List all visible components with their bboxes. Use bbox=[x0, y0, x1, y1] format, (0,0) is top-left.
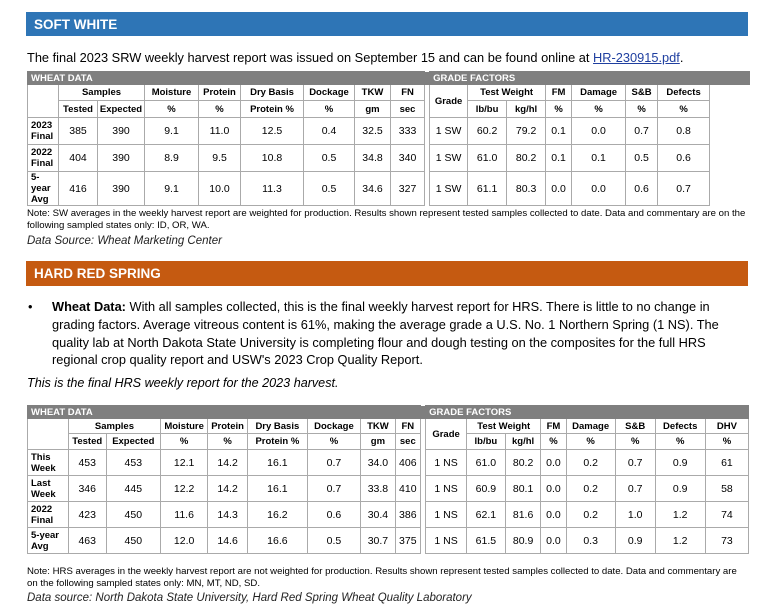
cell-protein: 14.6 bbox=[208, 528, 248, 554]
section-header-hard-red-spring bbox=[26, 261, 748, 286]
sb-header: S&B bbox=[626, 85, 658, 101]
cell-tested: 416 bbox=[59, 172, 98, 206]
expected-header: Expected bbox=[106, 434, 160, 450]
table-row bbox=[28, 528, 749, 554]
cell-defects: 0.9 bbox=[655, 450, 705, 476]
cell-lbbu: 60.9 bbox=[467, 476, 506, 502]
cell-protein: 14.3 bbox=[208, 502, 248, 528]
damage-header: Damage bbox=[572, 85, 626, 101]
sw-wheat-table bbox=[27, 71, 750, 206]
dry-basis-unit: Protein % bbox=[248, 434, 308, 450]
cell-moisture: 12.1 bbox=[161, 450, 208, 476]
cell-expected: 445 bbox=[106, 476, 160, 502]
sb-header: S&B bbox=[615, 419, 655, 434]
tested-header: Tested bbox=[68, 434, 106, 450]
cell-expected: 453 bbox=[106, 450, 160, 476]
cell-lbbu: 61.5 bbox=[467, 528, 506, 554]
cell-defects: 0.7 bbox=[658, 172, 710, 206]
sb-unit: % bbox=[626, 101, 658, 118]
cell-moisture: 12.0 bbox=[161, 528, 208, 554]
cell-expected: 450 bbox=[106, 528, 160, 554]
wheat-data-header: WHEAT DATA bbox=[28, 406, 421, 419]
cell-defects: 1.2 bbox=[655, 502, 705, 528]
cell-sb: 1.0 bbox=[615, 502, 655, 528]
row-label: 5-year Avg bbox=[28, 172, 59, 206]
cell-lbbu: 60.2 bbox=[468, 118, 507, 145]
moisture-header: Moisture bbox=[145, 85, 199, 101]
cell-dockage: 0.6 bbox=[307, 502, 360, 528]
cell-expected: 390 bbox=[98, 145, 145, 172]
cell-damage: 0.2 bbox=[566, 476, 615, 502]
bullet-icon: • bbox=[28, 299, 33, 314]
section-title: HARD RED SPRING bbox=[34, 266, 161, 281]
cell-dockage: 0.4 bbox=[304, 118, 355, 145]
cell-lbbu: 62.1 bbox=[467, 502, 506, 528]
cell-defects: 0.9 bbox=[655, 476, 705, 502]
cell-fn: 375 bbox=[395, 528, 420, 554]
test-weight-header: Test Weight bbox=[468, 85, 546, 101]
fm-header: FM bbox=[541, 419, 566, 434]
cell-fn: 386 bbox=[395, 502, 420, 528]
hrs-data-source: Data source: North Dakota State University, Hard Red Spring Wheat Quality Laboratory bbox=[27, 592, 472, 604]
tkw-unit: gm bbox=[361, 434, 396, 450]
cell-fm: 0.0 bbox=[541, 528, 566, 554]
fm-unit: % bbox=[541, 434, 566, 450]
cell-fm: 0.0 bbox=[546, 172, 572, 206]
cell-fn: 406 bbox=[395, 450, 420, 476]
hrs-bullet bbox=[28, 298, 743, 369]
cell-grade: 1 SW bbox=[430, 172, 468, 206]
cell-moisture: 8.9 bbox=[145, 145, 199, 172]
cell-defects: 1.2 bbox=[655, 528, 705, 554]
grade-header: Grade bbox=[426, 419, 467, 450]
defects-unit: % bbox=[655, 434, 705, 450]
cell-dry-basis: 16.2 bbox=[248, 502, 308, 528]
tkw-header: TKW bbox=[361, 419, 396, 434]
fm-header: FM bbox=[546, 85, 572, 101]
dockage-header: Dockage bbox=[304, 85, 355, 101]
cell-dhv: 61 bbox=[705, 450, 748, 476]
samples-header: Samples bbox=[68, 419, 160, 434]
cell-moisture: 9.1 bbox=[145, 118, 199, 145]
cell-protein: 9.5 bbox=[199, 145, 241, 172]
cell-moisture: 12.2 bbox=[161, 476, 208, 502]
cell-grade: 1 SW bbox=[430, 118, 468, 145]
table-row bbox=[28, 145, 750, 172]
cell-protein: 14.2 bbox=[208, 450, 248, 476]
cell-sb: 0.5 bbox=[626, 145, 658, 172]
cell-dry-basis: 16.6 bbox=[248, 528, 308, 554]
cell-defects: 0.8 bbox=[658, 118, 710, 145]
cell-fm: 0.0 bbox=[541, 502, 566, 528]
bullet-lead: Wheat Data: bbox=[52, 299, 126, 314]
grade-factors-header: GRADE FACTORS bbox=[426, 406, 749, 419]
cell-sb: 0.7 bbox=[626, 118, 658, 145]
cell-dockage: 0.5 bbox=[304, 145, 355, 172]
test-weight-header: Test Weight bbox=[467, 419, 541, 434]
cell-fm: 0.1 bbox=[546, 118, 572, 145]
cell-tested: 404 bbox=[59, 145, 98, 172]
grade-factors-header: GRADE FACTORS bbox=[430, 72, 750, 85]
row-label: Last Week bbox=[28, 476, 69, 502]
cell-kghl: 81.6 bbox=[505, 502, 541, 528]
lbbu-header: lb/bu bbox=[467, 434, 506, 450]
cell-protein: 14.2 bbox=[208, 476, 248, 502]
table-row bbox=[28, 502, 749, 528]
report-link[interactable]: HR-230915.pdf bbox=[593, 50, 680, 65]
cell-sb: 0.7 bbox=[615, 476, 655, 502]
damage-unit: % bbox=[566, 434, 615, 450]
cell-dockage: 0.7 bbox=[307, 450, 360, 476]
dockage-header: Dockage bbox=[307, 419, 360, 434]
cell-grade: 1 SW bbox=[430, 145, 468, 172]
cell-moisture: 11.6 bbox=[161, 502, 208, 528]
dry-basis-unit: Protein % bbox=[241, 101, 304, 118]
sw-intro-text: The final 2023 SRW weekly harvest report was issued on September 15 and can be found online at HR-230915.pdf. bbox=[27, 50, 684, 65]
cell-tkw: 30.4 bbox=[361, 502, 396, 528]
cell-grade: 1 NS bbox=[426, 450, 467, 476]
fn-header: FN bbox=[391, 85, 425, 101]
cell-kghl: 79.2 bbox=[507, 118, 546, 145]
cell-fn: 340 bbox=[391, 145, 425, 172]
cell-dry-basis: 11.3 bbox=[241, 172, 304, 206]
wheat-data-header: WHEAT DATA bbox=[28, 72, 425, 85]
kghl-header: kg/hl bbox=[505, 434, 541, 450]
row-label: 5-year Avg bbox=[28, 528, 69, 554]
table-row bbox=[28, 476, 749, 502]
row-label: 2023 Final bbox=[28, 118, 59, 145]
fm-unit: % bbox=[546, 101, 572, 118]
cell-fm: 0.1 bbox=[546, 145, 572, 172]
cell-damage: 0.1 bbox=[572, 145, 626, 172]
fn-unit: sec bbox=[395, 434, 420, 450]
fn-unit: sec bbox=[391, 101, 425, 118]
protein-header: Protein bbox=[208, 419, 248, 434]
cell-damage: 0.2 bbox=[566, 450, 615, 476]
table-row bbox=[28, 118, 750, 145]
hrs-final-line: This is the final HRS weekly report for the 2023 harvest. bbox=[27, 376, 339, 390]
cell-tkw: 34.8 bbox=[355, 145, 391, 172]
cell-dry-basis: 16.1 bbox=[248, 450, 308, 476]
section-header-soft-white bbox=[26, 12, 748, 36]
cell-dhv: 58 bbox=[705, 476, 748, 502]
cell-sb: 0.7 bbox=[615, 450, 655, 476]
grade-header: Grade bbox=[430, 85, 468, 118]
cell-protein: 10.0 bbox=[199, 172, 241, 206]
cell-dhv: 73 bbox=[705, 528, 748, 554]
cell-kghl: 80.1 bbox=[505, 476, 541, 502]
cell-fn: 410 bbox=[395, 476, 420, 502]
section-title: SOFT WHITE bbox=[34, 16, 118, 32]
dry-basis-header: Dry Basis bbox=[248, 419, 308, 434]
cell-kghl: 80.2 bbox=[505, 450, 541, 476]
kghl-header: kg/hl bbox=[507, 101, 546, 118]
tkw-header: TKW bbox=[355, 85, 391, 101]
cell-dhv: 74 bbox=[705, 502, 748, 528]
cell-tkw: 32.5 bbox=[355, 118, 391, 145]
cell-tested: 385 bbox=[59, 118, 98, 145]
cell-kghl: 80.9 bbox=[505, 528, 541, 554]
row-label: 2022 Final bbox=[28, 145, 59, 172]
row-label: 2022 Final bbox=[28, 502, 69, 528]
sw-data-source: Data Source: Wheat Marketing Center bbox=[27, 235, 222, 247]
cell-lbbu: 61.1 bbox=[468, 172, 507, 206]
protein-header: Protein bbox=[199, 85, 241, 101]
tested-header: Tested bbox=[59, 101, 98, 118]
cell-fn: 333 bbox=[391, 118, 425, 145]
cell-dockage: 0.5 bbox=[304, 172, 355, 206]
cell-grade: 1 NS bbox=[426, 476, 467, 502]
sw-note: Note: SW averages in the weekly harvest report are weighted for production. Results shown represent tested samples collected to date. Data and commentary are on the following sampled states only: ID, OR, WA. bbox=[27, 208, 746, 231]
bullet-text: With all samples collected, this is the final weekly harvest report for HRS. There is little to no change in grading factors. Average vitreous content is 61%, making the average grade a U.S. No. 1 Northern Spring (1 NS). The quality lab at North Dakota State University is completing flour and dough testing on the composites for the full HRS regional crop quality report and USW's 2023 Crop Quality Report. bbox=[52, 299, 719, 368]
cell-tkw: 34.0 bbox=[361, 450, 396, 476]
samples-header: Samples bbox=[59, 85, 145, 101]
hrs-wheat-table bbox=[27, 405, 749, 554]
dhv-unit: % bbox=[705, 434, 748, 450]
cell-fm: 0.0 bbox=[541, 476, 566, 502]
table-row bbox=[28, 172, 750, 206]
cell-expected: 450 bbox=[106, 502, 160, 528]
protein-unit: % bbox=[208, 434, 248, 450]
cell-fm: 0.0 bbox=[541, 450, 566, 476]
cell-grade: 1 NS bbox=[426, 528, 467, 554]
cell-lbbu: 61.0 bbox=[468, 145, 507, 172]
moisture-unit: % bbox=[145, 101, 199, 118]
dry-basis-header: Dry Basis bbox=[241, 85, 304, 101]
row-label: This Week bbox=[28, 450, 69, 476]
cell-kghl: 80.3 bbox=[507, 172, 546, 206]
cell-dockage: 0.5 bbox=[307, 528, 360, 554]
sb-unit: % bbox=[615, 434, 655, 450]
cell-tkw: 33.8 bbox=[361, 476, 396, 502]
cell-tkw: 30.7 bbox=[361, 528, 396, 554]
cell-kghl: 80.2 bbox=[507, 145, 546, 172]
defects-unit: % bbox=[658, 101, 710, 118]
cell-defects: 0.6 bbox=[658, 145, 710, 172]
cell-tested: 453 bbox=[68, 450, 106, 476]
protein-unit: % bbox=[199, 101, 241, 118]
cell-damage: 0.2 bbox=[566, 502, 615, 528]
lbbu-header: lb/bu bbox=[468, 101, 507, 118]
cell-sb: 0.6 bbox=[626, 172, 658, 206]
cell-tested: 423 bbox=[68, 502, 106, 528]
moisture-unit: % bbox=[161, 434, 208, 450]
table-row bbox=[28, 450, 749, 476]
cell-fn: 327 bbox=[391, 172, 425, 206]
cell-dry-basis: 10.8 bbox=[241, 145, 304, 172]
cell-expected: 390 bbox=[98, 172, 145, 206]
cell-damage: 0.0 bbox=[572, 118, 626, 145]
cell-damage: 0.3 bbox=[566, 528, 615, 554]
expected-header: Expected bbox=[98, 101, 145, 118]
damage-unit: % bbox=[572, 101, 626, 118]
cell-lbbu: 61.0 bbox=[467, 450, 506, 476]
cell-tkw: 34.6 bbox=[355, 172, 391, 206]
hrs-note: Note: HRS averages in the weekly harvest report are not weighted for production. Results shown represent tested samples collected to date. Data and commentary are on the following sampled states only: MN, MT, ND, SD. bbox=[27, 566, 737, 589]
cell-protein: 11.0 bbox=[199, 118, 241, 145]
dhv-header: DHV bbox=[705, 419, 748, 434]
cell-damage: 0.0 bbox=[572, 172, 626, 206]
cell-sb: 0.9 bbox=[615, 528, 655, 554]
fn-header: FN bbox=[395, 419, 420, 434]
damage-header: Damage bbox=[566, 419, 615, 434]
cell-grade: 1 NS bbox=[426, 502, 467, 528]
moisture-header: Moisture bbox=[161, 419, 208, 434]
dockage-unit: % bbox=[307, 434, 360, 450]
cell-dry-basis: 12.5 bbox=[241, 118, 304, 145]
cell-tested: 346 bbox=[68, 476, 106, 502]
cell-moisture: 9.1 bbox=[145, 172, 199, 206]
defects-header: Defects bbox=[658, 85, 710, 101]
cell-dockage: 0.7 bbox=[307, 476, 360, 502]
cell-tested: 463 bbox=[68, 528, 106, 554]
tkw-unit: gm bbox=[355, 101, 391, 118]
cell-dry-basis: 16.1 bbox=[248, 476, 308, 502]
dockage-unit: % bbox=[304, 101, 355, 118]
cell-expected: 390 bbox=[98, 118, 145, 145]
defects-header: Defects bbox=[655, 419, 705, 434]
